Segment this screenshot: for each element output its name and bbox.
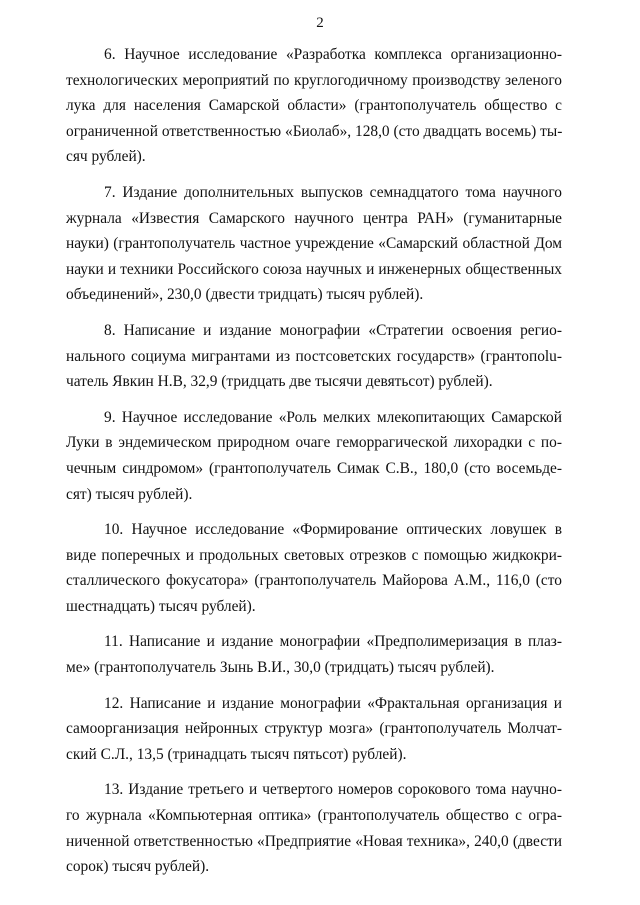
text-line: журнала «Известия Самарского научного центра РАН» (гуманитарные (66, 209, 562, 227)
list-item-9 (66, 405, 562, 507)
text-line: 6. Научное исследование «Разработка комплекса организационно- (104, 46, 562, 63)
text-line: виде поперечных и продольных световых отрезков с помощью жидкокри- (66, 546, 562, 564)
list-item-11 (66, 629, 562, 680)
text-line: Луки в эндемическом природном очаге геморрагической лихорадки с по- (66, 434, 562, 452)
text-line: самоорганизация нейронных структур мозга» (грантополучатель Молчат- (66, 720, 562, 738)
text-line: 12. Написание и издание монографии «Фрактальная организация и (104, 694, 562, 712)
text-line: чатель Явкин Н.В, 32,9 (тридцать две тысячи девятьсот) рублей). (66, 373, 493, 391)
list-item-13 (66, 777, 562, 879)
text-line: сят) тысяч рублей). (66, 485, 193, 503)
text-line: 8. Написание и издание монографии «Стратегии освоения регио- (104, 321, 562, 339)
text-line: 13. Издание третьего и четвертого номеров сорокового тома научно- (104, 781, 562, 799)
text-line: науки и техники Российского союза научных и инженерных общественных (66, 260, 562, 278)
text-line: 7. Издание дополнительных выпусков семнадцатого тома научного (104, 183, 562, 201)
text-line: объединений», 230,0 (двести тридцать) тысяч рублей). (66, 286, 424, 304)
text-line: ниченной ответственностью «Предприятие «Новая техника», 240,0 (двести (66, 832, 562, 850)
text-line: шестнадцать) тысяч рублей). (66, 597, 256, 615)
text-line: го журнала «Компьютерная оптика» (грантополучатель общество с огра- (66, 807, 562, 825)
text-line: чечным синдромом» (грантополучатель Симак С.В., 180,0 (сто восемьде- (66, 459, 562, 477)
list-item-8 (66, 318, 562, 395)
text-line: технологических мероприятий по круглогодичному производству зеленого (66, 71, 562, 89)
list-item-12 (66, 691, 562, 768)
text-line: науки) (грантополучатель частное учреждение «Самарский областной Дом (66, 235, 562, 253)
text-line: ский С.Л., 13,5 (тринадцать тысяч пятьсот) рублей). (66, 745, 407, 763)
document-body (66, 42, 562, 890)
text-line: 10. Научное исследование «Формирование оптических ловушек в (104, 521, 562, 539)
text-line: нального социума мигрантами из постсоветских государств» (грантопolu- (66, 347, 562, 365)
list-item-7 (66, 180, 562, 308)
text-line: сталлического фокусатора» (грантополучатель Майорова А.М., 116,0 (сто (66, 572, 562, 590)
text-line: 9. Научное исследование «Роль мелких млекопитающих Самарской (104, 408, 562, 426)
text-line: лука для населения Самарской области» (грантополучатель общество с (66, 97, 562, 115)
text-line: 11. Написание и издание монографии «Предполимеризация в плаз- (104, 633, 562, 651)
page-number: 2 (316, 15, 324, 31)
text-line: ограниченной ответственностью «Биолаб», 128,0 (сто двадцать восемь) ты- (66, 122, 563, 140)
text-line: сорок) тысяч рублей). (66, 858, 210, 876)
text-line: сяч рублей). (66, 148, 146, 166)
text-line: ме» (грантополучатель Зынь В.И., 30,0 (тридцать) тысяч рублей). (66, 659, 495, 677)
list-item-10 (66, 517, 562, 619)
list-item-6 (66, 42, 562, 170)
